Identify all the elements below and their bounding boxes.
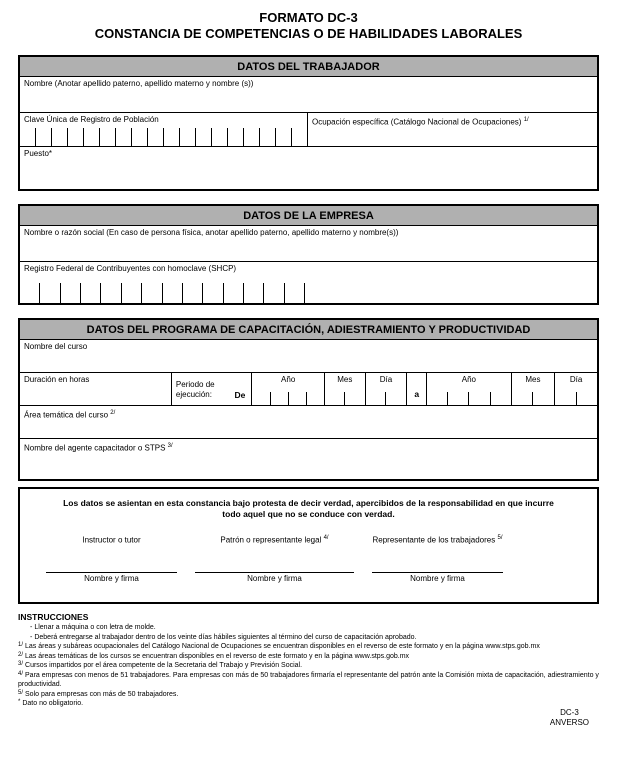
form-code [550, 708, 589, 728]
comb-cell[interactable] [195, 128, 211, 146]
instruction-marker: 5/ [18, 689, 24, 696]
instruction-item [18, 652, 599, 662]
duration-field[interactable] [20, 373, 172, 405]
comb-cell[interactable] [60, 283, 80, 303]
rfc-label: Registro Federal de Contribuyentes con homoclave (SHCP) [24, 264, 237, 273]
day-header: Día [569, 375, 583, 384]
signer-footnote-marker: 5/ [497, 535, 503, 541]
comb-cell[interactable] [121, 283, 141, 303]
comb-cell[interactable] [555, 392, 575, 405]
signature-line[interactable] [46, 546, 177, 573]
comb-cell[interactable] [83, 128, 99, 146]
instruction-marker: 2/ [18, 651, 24, 658]
period-to-label: a [414, 389, 420, 399]
signature-caption: Nombre y firma [84, 573, 139, 583]
instruction-item [18, 699, 599, 709]
end-day-comb [555, 392, 597, 405]
instruction-marker: 1/ [18, 642, 24, 648]
comb-cell[interactable] [20, 128, 35, 146]
instruction-marker: 4/ [18, 670, 24, 677]
course-name-label: Nombre del curso [24, 342, 88, 351]
month-header: Mes [525, 375, 541, 384]
rfc-comb [20, 283, 305, 303]
curp-label: Clave Única de Registro de Población [24, 115, 159, 124]
comb-cell[interactable] [270, 392, 288, 405]
day-header: Día [379, 375, 393, 384]
comb-cell[interactable] [20, 283, 39, 303]
period-start-day-field[interactable] [366, 373, 408, 405]
period-label-cell [172, 373, 253, 405]
declaration-box [18, 487, 599, 604]
form-title-line2: CONSTANCIA DE COMPETENCIAS O DE HABILIDADES LABORALES [94, 26, 523, 41]
period-start-month-field[interactable] [325, 373, 366, 405]
comb-cell[interactable] [182, 283, 202, 303]
signer-workers-rep [356, 533, 519, 583]
signature-area [30, 533, 520, 583]
comb-cell[interactable] [490, 392, 511, 405]
start-year-comb [252, 392, 323, 405]
period-label: Periodo de ejecución: [175, 380, 215, 399]
training-agent-label [20, 439, 177, 479]
comb-cell[interactable] [385, 392, 406, 405]
period-end-day-field[interactable] [555, 373, 597, 405]
comb-cell[interactable] [227, 128, 243, 146]
thematic-area-label [20, 406, 119, 438]
form-code-line2: ANVERSO [549, 718, 589, 727]
comb-cell[interactable] [131, 128, 147, 146]
comb-cell[interactable] [306, 392, 324, 405]
signature-caption: Nombre y firma [247, 573, 302, 583]
position-field[interactable] [20, 147, 597, 189]
comb-cell[interactable] [223, 283, 243, 303]
end-year-comb [427, 392, 510, 405]
section-worker [18, 55, 599, 191]
company-name-field[interactable] [20, 226, 597, 262]
start-day-comb [366, 392, 407, 405]
comb-cell[interactable] [344, 392, 364, 405]
comb-cell[interactable] [211, 128, 227, 146]
training-agent-footnote-marker: 3/ [167, 443, 173, 449]
section-program-header: DATOS DEL PROGRAMA DE CAPACITACIÓN, ADIESTRAMIENTO Y PRODUCTIVIDAD [20, 320, 597, 340]
signer-role-text: Instructor o tutor [82, 535, 141, 545]
comb-cell[interactable] [162, 283, 182, 303]
instruction-item [18, 661, 599, 671]
instructions [18, 612, 599, 709]
comb-cell[interactable] [100, 283, 120, 303]
comb-cell[interactable] [39, 283, 59, 303]
comb-cell[interactable] [67, 128, 83, 146]
section-company-header: DATOS DE LA EMPRESA [20, 206, 597, 226]
end-month-comb [512, 392, 555, 405]
comb-cell[interactable] [163, 128, 179, 146]
comb-cell[interactable] [259, 128, 275, 146]
instruction-item [18, 623, 599, 633]
section-worker-header: DATOS DEL TRABAJADOR [20, 57, 597, 77]
comb-cell[interactable] [252, 392, 269, 405]
thematic-area-field[interactable] [20, 406, 597, 439]
rfc-field[interactable] [20, 262, 597, 303]
instruction-marker: * [18, 699, 21, 705]
comb-cell[interactable] [35, 128, 51, 146]
occupation-footnote-marker: 1/ [523, 117, 529, 123]
worker-name-field[interactable] [20, 77, 597, 113]
period-to-label-cell [407, 373, 427, 405]
duration-label: Duración en horas [24, 375, 90, 384]
company-name-label: Nombre o razón social (En caso de persona física, anotar apellido paterno, apellido materno y nombre(s)) [24, 228, 399, 237]
comb-cell[interactable] [275, 128, 291, 146]
comb-cell[interactable] [532, 392, 554, 405]
form-code-line1: DC-3 [560, 708, 579, 717]
instruction-text: Solo para empresas con más de 50 trabajadores. [25, 690, 179, 698]
instruction-text: Para empresas con menos de 51 trabajadores. Para empresas con más de 50 trabajadores firmaría el representante del patrón ante la Comisión mixta de capacitación, adiestramiento y productividad. [18, 671, 599, 688]
section-program [18, 318, 599, 481]
comb-cell[interactable] [141, 283, 161, 303]
instruction-item [18, 690, 599, 700]
thematic-area-footnote-marker: 2/ [110, 410, 116, 416]
comb-cell[interactable] [115, 128, 131, 146]
form-title-line1: FORMATO DC-3 [259, 10, 358, 25]
signature-line[interactable] [372, 546, 503, 573]
worker-name-label: Nombre (Anotar apellido paterno, apellido materno y nombre (s)) [24, 79, 254, 88]
period-end-month-field[interactable] [512, 373, 556, 405]
instruction-marker: - [30, 633, 33, 641]
thematic-area-label-text: Área temática del curso [24, 410, 109, 420]
signer-employer [193, 533, 356, 583]
month-header: Mes [337, 375, 353, 384]
comb-cell[interactable] [366, 392, 386, 405]
signer-role [356, 533, 519, 546]
declaration-text: Los datos se asientan en esta constancia bajo protesta de decir verdad, apercibidos de la responsabilidad en que incurre todo aquel que no se conduce con verdad. [63, 498, 554, 519]
comb-cell[interactable] [468, 392, 489, 405]
comb-cell[interactable] [80, 283, 100, 303]
comb-cell[interactable] [243, 128, 259, 146]
start-month-comb [325, 392, 365, 405]
instruction-text: Deberá entregarse al trabajador dentro de los veinte días hábiles siguientes al término del curso de capacitación aprobado. [34, 633, 417, 641]
comb-cell[interactable] [284, 283, 305, 303]
comb-cell[interactable] [288, 392, 306, 405]
comb-cell[interactable] [51, 128, 67, 146]
occupation-label-text: Ocupación específica (Catálogo Nacional de Ocupaciones) [312, 117, 522, 127]
training-agent-label-text: Nombre del agente capacitador o STPS [24, 443, 166, 453]
signer-role-text: Patrón o representante legal [220, 535, 322, 545]
instruction-marker: 3/ [18, 661, 24, 667]
period-start-year-field[interactable] [252, 373, 324, 405]
comb-cell[interactable] [147, 128, 163, 146]
comb-cell[interactable] [291, 128, 307, 146]
comb-cell[interactable] [99, 128, 115, 146]
section-company [18, 204, 599, 305]
training-agent-field[interactable] [20, 439, 597, 479]
signature-line[interactable] [195, 546, 354, 573]
signer-role [30, 533, 193, 546]
comb-cell[interactable] [179, 128, 195, 146]
comb-cell[interactable] [202, 283, 222, 303]
instruction-item [18, 642, 599, 652]
instruction-text: Las áreas y subáreas ocupacionales del Catálogo Nacional de Ocupaciones se encuentran disponibles en el reverso de este formato y en la página www.stps.gob.mx [25, 643, 540, 650]
comb-cell[interactable] [576, 392, 597, 405]
instruction-marker: - [30, 624, 33, 631]
period-end-year-field[interactable] [427, 373, 511, 405]
course-name-field[interactable] [20, 340, 597, 373]
instruction-text: Llenar a máquina o con letra de molde. [34, 624, 156, 631]
comb-cell[interactable] [512, 392, 533, 405]
comb-cell[interactable] [427, 392, 447, 405]
signer-instructor [30, 533, 193, 583]
signer-role-text: Representante de los trabajadores [372, 535, 496, 545]
year-header: Año [281, 375, 296, 384]
instruction-text: Las áreas temáticas de los cursos se encuentran disponibles en el reverso de este formato y en la página www.stps.gob.mx [25, 652, 410, 660]
occupation-label [308, 113, 597, 128]
comb-cell[interactable] [447, 392, 468, 405]
period-from-label: De [234, 390, 246, 400]
instruction-text: Dato no obligatorio. [22, 700, 84, 707]
comb-cell[interactable] [325, 392, 344, 405]
instruction-item [18, 671, 599, 690]
signature-caption: Nombre y firma [410, 573, 465, 583]
form-title [18, 10, 599, 42]
comb-cell[interactable] [263, 283, 283, 303]
curp-field[interactable] [20, 113, 307, 146]
signer-footnote-marker: 4/ [323, 535, 329, 541]
instructions-heading: INSTRUCCIONES [18, 612, 89, 622]
instruction-text: Cursos impartidos por el área competente de la Secretaria del Trabajo y Previsión Social. [25, 662, 303, 669]
occupation-field[interactable] [307, 113, 597, 146]
position-label: Puesto* [24, 149, 53, 158]
curp-comb [20, 128, 307, 146]
instruction-item [18, 633, 599, 643]
signer-role [193, 533, 356, 546]
comb-cell[interactable] [243, 283, 263, 303]
year-header: Año [461, 375, 476, 384]
